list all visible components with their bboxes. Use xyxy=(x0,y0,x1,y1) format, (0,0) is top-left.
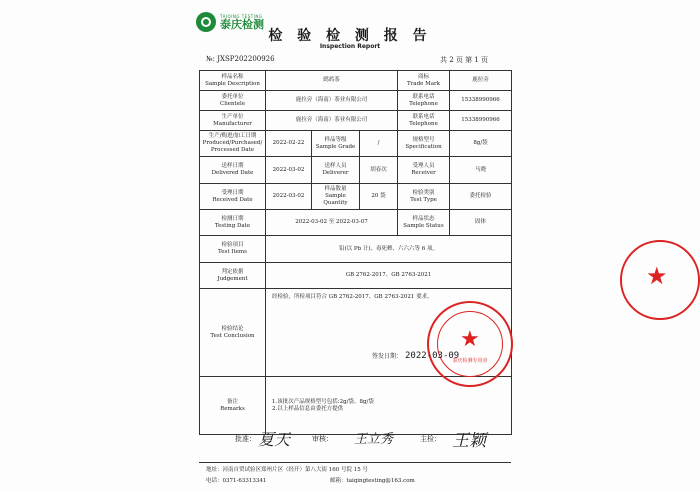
value-delivered: 2022-03-02 xyxy=(266,157,312,184)
value-manufacturer: 鹿拉旁（海南）茶业有限公司 xyxy=(266,111,398,131)
label-status: 样品状态 Sample Status xyxy=(398,210,450,236)
edge-seal-star-icon: ★ xyxy=(646,262,668,290)
logo-english: TAIQING TESTING xyxy=(220,13,263,19)
footer-divider xyxy=(199,462,511,463)
value-judgement: GB 2762-2017、GB 2763-2021 xyxy=(266,263,512,289)
value-produced: 2022-02-22 xyxy=(266,131,312,157)
label-client-tel: 联系电话 Telephone xyxy=(398,91,450,111)
value-grade: / xyxy=(360,131,398,157)
approve-signature: 夏天 xyxy=(258,430,291,449)
official-seal xyxy=(427,301,513,387)
label-conclusion: 检验结论 Test Conclusion xyxy=(200,289,266,377)
logo-chinese: 泰庆检测 xyxy=(220,17,264,31)
label-receiver: 受理人员 Receiver xyxy=(398,157,450,184)
value-client: 鹿拉旁（海南）茶业有限公司 xyxy=(266,91,398,111)
label-grade: 样品等级 Sample Grade xyxy=(312,131,360,157)
value-spec: 8g/袋 xyxy=(450,131,512,157)
sign-date xyxy=(372,351,459,361)
label-testing: 检测日期 Testing Date xyxy=(200,210,266,236)
value-sample: 鹧鸪茶 xyxy=(266,71,398,91)
tester-signature: 王颖 xyxy=(452,431,486,451)
footer-address: 地址：河南自贸试验区郑州片区（经开）第八大街 160 号院 15 号 xyxy=(206,467,368,473)
remark-line-1: 1.该批次产品规格型号包括:2g/袋、8g/袋 xyxy=(272,398,374,405)
label-items: 检验项目 Test Items xyxy=(200,236,266,263)
tester-label: 主检： xyxy=(420,435,441,443)
sign-date-value: 2022-03-09 xyxy=(405,351,460,361)
review-label: 审核： xyxy=(312,435,333,443)
label-trademark: 商标 Trade Mark xyxy=(398,71,450,91)
sign-date-label: 签发日期： xyxy=(372,353,403,360)
value-test-type: 委托检验 xyxy=(450,184,512,210)
review-signature: 王立秀 xyxy=(354,432,394,447)
remark-line-2: 2.以上样品信息由委托方提供 xyxy=(272,405,344,412)
value-receiver: 马晓 xyxy=(450,157,512,184)
label-manufacturer: 生产单位 Manufacturer xyxy=(200,111,266,131)
value-testing: 2022-03-02 至 2022-03-07 xyxy=(266,210,398,236)
page-count: 共 2 页 第 1 页 xyxy=(440,56,489,64)
value-manu-tel: 15338990966 xyxy=(450,111,512,131)
label-judgement: 判定依据 Judgement xyxy=(200,263,266,289)
label-manu-tel: 联系电话 Telephone xyxy=(398,111,450,131)
report-subtitle: Inspection Report xyxy=(319,43,381,50)
label-received: 受理日期 Received Date xyxy=(200,184,266,210)
value-items: 铅(以 Pb 计)、毒死蜱、六六六等 6 项。 xyxy=(266,236,512,263)
label-test-type: 检验类别 Test Type xyxy=(398,184,450,210)
label-quantity: 样品数量 Sample Quantity xyxy=(312,184,360,210)
approve-label: 批准： xyxy=(235,435,256,443)
footer-phone: 电话：0371-63313341 xyxy=(206,478,267,484)
label-client: 委托单位 Clientele xyxy=(200,91,266,111)
label-delivered: 送样日期 Delivered Date xyxy=(200,157,266,184)
label-remarks: 备注 Remarks xyxy=(200,377,266,435)
value-deliverer: 胡春次 xyxy=(360,157,398,184)
footer-email: 邮箱：taiqingtesting@163.com xyxy=(330,478,415,484)
value-trademark: 鹿拉旁 xyxy=(450,71,512,91)
value-quantity: 20 袋 xyxy=(360,184,398,210)
label-spec: 规格型号 Specification xyxy=(398,131,450,157)
seal-star-icon: ★ xyxy=(460,327,480,352)
report-title: 检 验 检 测 报 告 xyxy=(268,28,432,44)
value-client-tel: 15338990966 xyxy=(450,91,512,111)
value-conclusion: 经检验，所检项目符合 GB 2762-2017、GB 2763-2021 要求。 xyxy=(266,289,512,377)
label-deliverer: 送样人员 Deliverer xyxy=(312,157,360,184)
label-sample: 样品名称 Sample Description xyxy=(200,71,266,91)
label-produced: 生产/购进/加工日期 Produced/Purchased/ Processed Date xyxy=(200,131,266,157)
value-status: 固体 xyxy=(450,210,512,236)
value-received: 2022-03-02 xyxy=(266,184,312,210)
seal-text: 泰庆检测专用章 xyxy=(452,358,488,364)
edge-seal xyxy=(620,240,700,320)
report-number: №: JXSP202200926 xyxy=(206,55,275,63)
